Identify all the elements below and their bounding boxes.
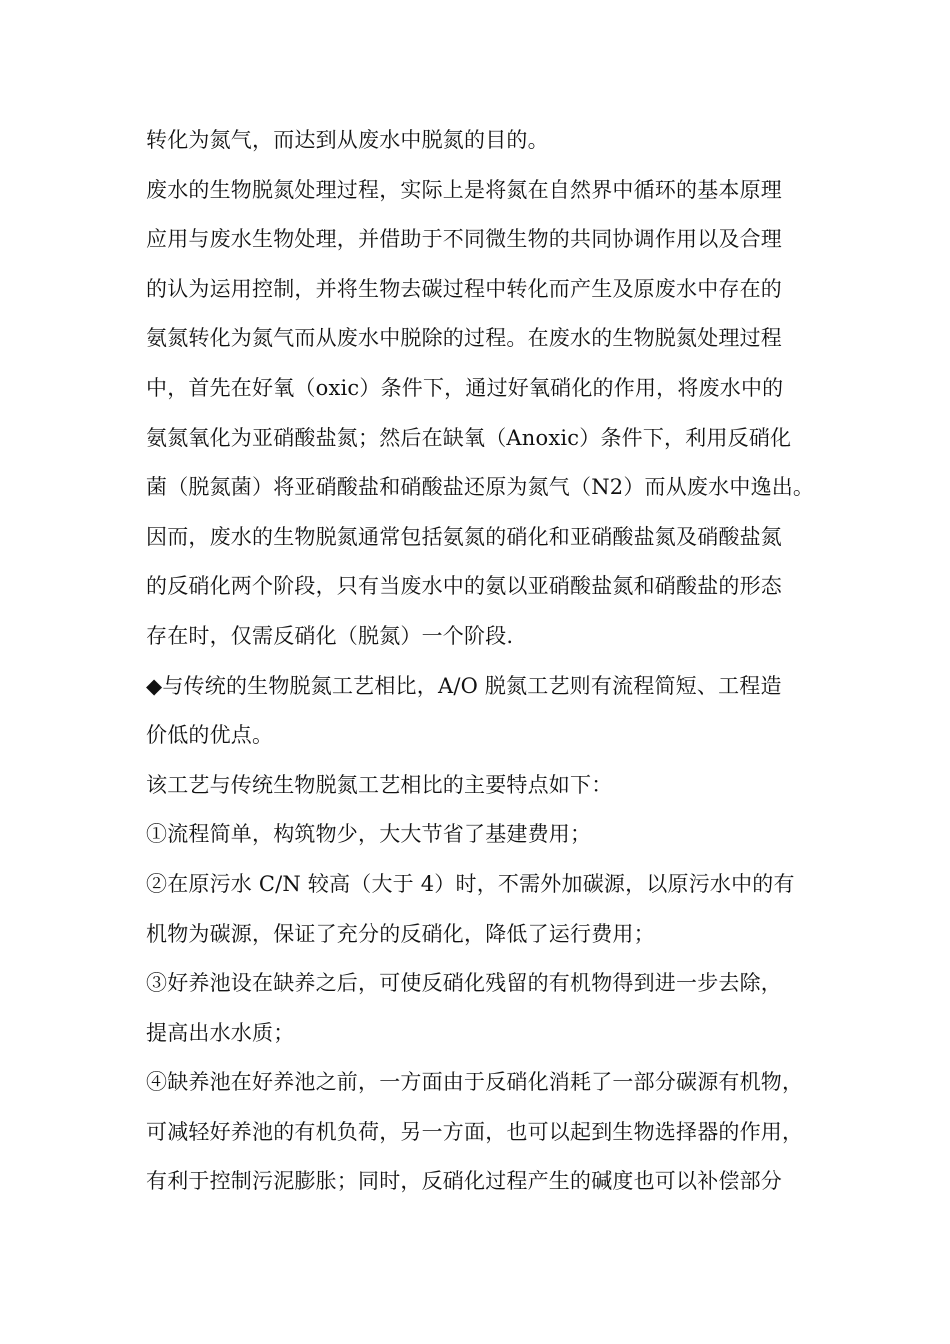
text-line: 的反硝化两个阶段，只有当废水中的氨以亚硝酸盐氮和硝酸盐的形态 bbox=[146, 574, 782, 599]
text-line: 提高出水水质； bbox=[146, 1020, 295, 1045]
text-line: 中，首先在好氧（oxic）条件下，通过好氧硝化的作用，将废水中的 bbox=[146, 375, 784, 400]
text-line: 有利于控制污泥膨胀；同时，反硝化过程产生的碱度也可以补偿部分 bbox=[146, 1169, 782, 1194]
text-line: 的认为运用控制，并将生物去碳过程中转化而产生及原废水中存在的 bbox=[146, 276, 782, 301]
text-line: 存在时，仅需反硝化（脱氮）一个阶段. bbox=[146, 623, 514, 648]
text-line: 因而，废水的生物脱氮通常包括氨氮的硝化和亚硝酸盐氮及硝酸盐氮 bbox=[146, 524, 782, 549]
text-line: 转化为氮气，而达到从废水中脱氮的目的。 bbox=[146, 128, 549, 152]
text-line: 应用与废水生物处理，并借助于不同微生物的共同协调作用以及合理 bbox=[146, 227, 782, 252]
text-line: 废水的生物脱氮处理过程，实际上是将氮在自然界中循环的基本原理 bbox=[146, 177, 782, 202]
text-line: 价低的优点。 bbox=[146, 723, 274, 748]
text-line: 菌（脱氮菌）将亚硝酸盐和硝酸盐还原为氮气（N2）而从废水中逸出。 bbox=[146, 475, 815, 500]
text-line: 可减轻好养池的有机负荷，另一方面，也可以起到生物选择器的作用， bbox=[146, 1119, 804, 1144]
text-line: 该工艺与传统生物脱氮工艺相比的主要特点如下： bbox=[146, 772, 613, 797]
list-item: ①流程简单，构筑物少，大大节省了基建费用； bbox=[146, 822, 592, 847]
text-line: 氨氮氧化为亚硝酸盐氮；然后在缺氧（Anoxic）条件下，利用反硝化 bbox=[146, 425, 792, 450]
bullet-line: ◆与传统的生物脱氮工艺相比，A/O 脱氮工艺则有流程简短、工程造 bbox=[146, 673, 782, 698]
text-line: 氨氮转化为氮气而从废水中脱除的过程。在废水的生物脱氮处理过程 bbox=[146, 326, 782, 351]
list-item: ④缺养池在好养池之前，一方面由于反硝化消耗了一部分碳源有机物， bbox=[146, 1070, 804, 1095]
list-item: ②在原污水 C/N 较高（大于 4）时，不需外加碳源，以原污水中的有 bbox=[146, 871, 795, 896]
body-text bbox=[146, 116, 826, 1207]
list-item: ③好养池设在缺养之后，可使反硝化残留的有机物得到进一步去除， bbox=[146, 971, 782, 996]
text-line: 机物为碳源，保证了充分的反硝化，降低了运行费用； bbox=[146, 921, 655, 946]
